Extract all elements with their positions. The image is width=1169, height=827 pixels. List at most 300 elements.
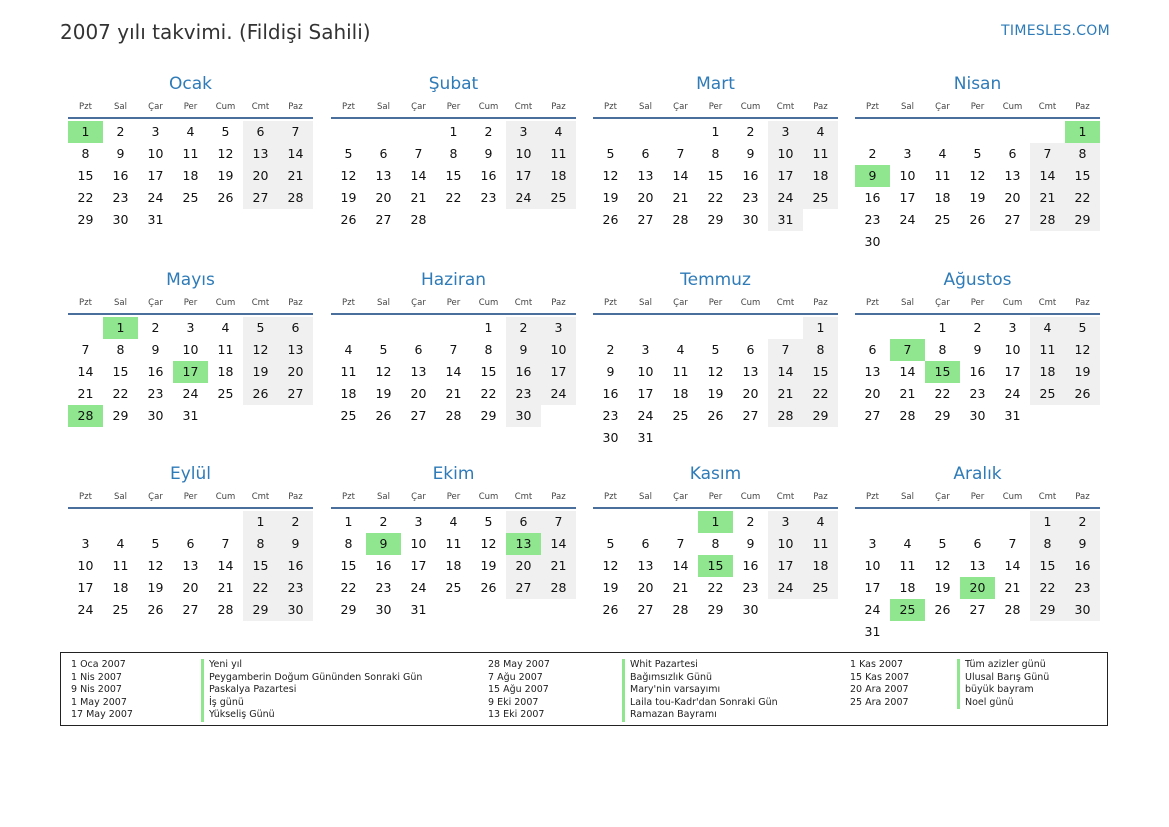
month-name: Haziran: [420, 270, 487, 290]
day-cell: 9: [278, 533, 313, 555]
weekday-header: [593, 296, 838, 310]
day-cell: 24: [1004, 386, 1021, 401]
day-cell: 4: [449, 514, 458, 529]
day-cell: 6: [641, 536, 650, 551]
day-cell: 7: [449, 342, 458, 357]
day-cell: 10: [182, 342, 199, 357]
weekday-header: [68, 296, 313, 310]
day-cell: 31: [410, 602, 427, 617]
day-cell: 5: [243, 317, 278, 339]
weekday-label: Paz: [288, 102, 303, 112]
weekday-label: Çar: [935, 492, 950, 502]
day-cell: 9: [973, 342, 982, 357]
day-cell: 13: [182, 558, 199, 573]
day-cell: 13: [243, 143, 278, 165]
weekday-label: Paz: [288, 298, 303, 308]
day-cell: 26: [707, 408, 724, 423]
weekday-label: Cmt: [1038, 102, 1057, 112]
day-cell: 13: [410, 364, 427, 379]
day-cell: 21: [672, 190, 689, 205]
day-cell: 22: [445, 190, 462, 205]
weekday-label: Çar: [148, 298, 163, 308]
day-cell: 2: [606, 342, 615, 357]
day-cell: 7: [81, 342, 90, 357]
empty-cell: [890, 511, 925, 533]
legend-date: 9 Nis 2007: [71, 684, 122, 696]
day-cell: 14: [672, 168, 689, 183]
day-grid: [68, 121, 313, 231]
day-cell: 10: [899, 168, 916, 183]
day-cell: 15: [1065, 165, 1100, 187]
day-cell: 6: [746, 342, 755, 357]
day-cell: 30: [112, 212, 129, 227]
day-cell: 23: [969, 386, 986, 401]
day-cell: 2: [506, 317, 541, 339]
weekday-label: Per: [708, 298, 723, 308]
day-cell: 30: [602, 430, 619, 445]
day-cell: 11: [803, 143, 838, 165]
day-cell: 11: [934, 168, 951, 183]
day-cell: 17: [768, 165, 803, 187]
day-cell: 9: [606, 364, 615, 379]
empty-cell: [173, 511, 208, 533]
weekday-label: Paz: [813, 102, 828, 112]
month-name: Temmuz: [680, 270, 751, 290]
day-cell: 11: [182, 146, 199, 161]
weekday-label: Pzt: [79, 102, 92, 112]
day-cell: 13: [864, 364, 881, 379]
empty-cell: [366, 317, 401, 339]
day-cell: 16: [602, 386, 619, 401]
day-cell: 4: [938, 146, 947, 161]
day-cell: 7: [1030, 143, 1065, 165]
day-cell: 27: [243, 187, 278, 209]
day-cell: 26: [340, 212, 357, 227]
day-cell: 23: [506, 383, 541, 405]
empty-cell: [68, 511, 103, 533]
legend-date: 25 Ara 2007: [850, 696, 909, 708]
day-cell: 12: [602, 168, 619, 183]
header-divider: [331, 507, 576, 509]
day-cell: 24: [899, 212, 916, 227]
day-cell: 4: [116, 536, 125, 551]
day-cell: 15: [243, 555, 278, 577]
day-cell: 19: [602, 190, 619, 205]
day-cell: 27: [637, 602, 654, 617]
day-cell: 29: [707, 602, 724, 617]
day-cell: 14: [77, 364, 94, 379]
day-cell: 23: [112, 190, 129, 205]
month-name: Şubat: [428, 74, 479, 94]
day-cell: 24: [864, 602, 881, 617]
empty-cell: [663, 121, 698, 143]
day-cell: 17: [768, 555, 803, 577]
day-cell: 17: [506, 165, 541, 187]
weekday-header: [855, 100, 1100, 114]
weekday-label: Per: [708, 492, 723, 502]
day-cell: 5: [973, 146, 982, 161]
empty-cell: [663, 511, 698, 533]
month-block: [855, 269, 1100, 427]
day-cell: 5: [938, 536, 947, 551]
empty-cell: [593, 317, 628, 339]
day-cell: 24: [541, 383, 576, 405]
legend-date: 1 May 2007: [71, 696, 127, 708]
day-cell: 6: [506, 511, 541, 533]
day-cell: 28: [445, 408, 462, 423]
day-cell: 5: [1065, 317, 1100, 339]
day-cell: 1: [711, 124, 720, 139]
day-cell: 24: [637, 408, 654, 423]
day-grid: [593, 317, 838, 449]
empty-cell: [628, 317, 663, 339]
weekday-label: Çar: [935, 298, 950, 308]
day-cell: 22: [707, 190, 724, 205]
day-cell: 28: [217, 602, 234, 617]
weekday-label: Cum: [215, 102, 236, 112]
empty-cell: [436, 317, 471, 339]
day-cell: 23: [742, 580, 759, 595]
weekday-label: Per: [970, 492, 985, 502]
day-cell: 27: [637, 212, 654, 227]
weekday-label: Per: [183, 102, 198, 112]
day-cell: 1: [938, 320, 947, 335]
legend-holiday-name: Yeni yıl: [201, 659, 422, 672]
empty-cell: [628, 511, 663, 533]
header-divider: [68, 507, 313, 509]
holiday-day-cell: 13: [506, 533, 541, 555]
month-block: [855, 73, 1100, 253]
day-cell: 31: [637, 430, 654, 445]
day-cell: 16: [742, 168, 759, 183]
empty-cell: [698, 317, 733, 339]
day-cell: 25: [112, 602, 129, 617]
day-cell: 12: [147, 558, 164, 573]
holiday-day-cell: 9: [855, 165, 890, 187]
day-cell: 26: [480, 580, 497, 595]
weekday-label: Sal: [639, 298, 652, 308]
day-cell: 12: [375, 364, 392, 379]
day-cell: 2: [746, 124, 755, 139]
day-cell: 14: [410, 168, 427, 183]
day-cell: 27: [1004, 212, 1021, 227]
day-cell: 8: [243, 533, 278, 555]
day-cell: 22: [340, 580, 357, 595]
day-cell: 29: [1030, 599, 1065, 621]
legend-dates-col-1: [71, 659, 133, 722]
day-cell: 6: [186, 536, 195, 551]
day-cell: 9: [151, 342, 160, 357]
weekday-label: Sal: [901, 102, 914, 112]
day-cell: 24: [147, 190, 164, 205]
weekday-label: Cmt: [251, 298, 270, 308]
weekday-label: Per: [446, 492, 461, 502]
day-cell: 30: [506, 405, 541, 427]
legend-date: 28 May 2007: [488, 659, 550, 670]
day-cell: 29: [1065, 209, 1100, 231]
empty-cell: [925, 121, 960, 143]
site-link[interactable]: TIMESLES.COM: [1001, 23, 1110, 39]
weekday-label: Cmt: [514, 298, 533, 308]
empty-cell: [995, 511, 1030, 533]
day-cell: 31: [182, 408, 199, 423]
legend-date: 17 May 2007: [71, 709, 133, 721]
day-cell: 19: [340, 190, 357, 205]
day-cell: 20: [243, 165, 278, 187]
day-cell: 14: [1004, 558, 1021, 573]
empty-cell: [208, 511, 243, 533]
day-cell: 20: [506, 555, 541, 577]
day-cell: 2: [746, 514, 755, 529]
weekday-label: Cmt: [776, 102, 795, 112]
day-cell: 28: [768, 405, 803, 427]
weekday-label: Cmt: [776, 492, 795, 502]
month-name: Ağustos: [943, 270, 1012, 290]
legend-names-col-2: [622, 659, 778, 722]
day-grid: [855, 317, 1100, 427]
day-cell: 12: [480, 536, 497, 551]
day-cell: 26: [602, 602, 619, 617]
day-cell: 28: [672, 212, 689, 227]
weekday-label: Çar: [148, 102, 163, 112]
day-cell: 1: [484, 320, 493, 335]
day-cell: 7: [768, 339, 803, 361]
header-divider: [593, 313, 838, 315]
empty-cell: [890, 121, 925, 143]
day-cell: 24: [77, 602, 94, 617]
day-cell: 25: [445, 580, 462, 595]
weekday-label: Per: [970, 298, 985, 308]
month-block: [331, 463, 576, 621]
day-cell: 25: [934, 212, 951, 227]
weekday-label: Cmt: [1038, 298, 1057, 308]
day-cell: 14: [445, 364, 462, 379]
day-cell: 6: [278, 317, 313, 339]
day-cell: 13: [375, 168, 392, 183]
legend-holiday-name: Bağımsızlık Günü: [622, 672, 778, 685]
day-cell: 25: [803, 187, 838, 209]
day-cell: 30: [375, 602, 392, 617]
empty-cell: [593, 511, 628, 533]
empty-cell: [960, 511, 995, 533]
month-block: [68, 73, 313, 231]
day-cell: 4: [1030, 317, 1065, 339]
legend-holiday-name: büyük bayram: [957, 684, 1049, 697]
day-cell: 4: [186, 124, 195, 139]
weekday-label: Sal: [901, 298, 914, 308]
day-cell: 31: [864, 624, 881, 639]
day-cell: 8: [1065, 143, 1100, 165]
day-cell: 16: [147, 364, 164, 379]
day-cell: 16: [969, 364, 986, 379]
day-cell: 17: [1004, 364, 1021, 379]
day-cell: 6: [641, 146, 650, 161]
day-grid: [855, 511, 1100, 643]
day-cell: 20: [864, 386, 881, 401]
holiday-day-cell: 15: [925, 361, 960, 383]
day-cell: 4: [803, 121, 838, 143]
day-cell: 18: [803, 165, 838, 187]
day-cell: 18: [1030, 361, 1065, 383]
weekday-label: Cum: [1002, 102, 1023, 112]
day-cell: 20: [410, 386, 427, 401]
day-cell: 21: [278, 165, 313, 187]
weekday-header: [593, 490, 838, 504]
day-cell: 5: [221, 124, 230, 139]
header-divider: [68, 313, 313, 315]
day-cell: 5: [379, 342, 388, 357]
day-cell: 9: [1065, 533, 1100, 555]
day-cell: 9: [746, 146, 755, 161]
weekday-label: Cum: [215, 298, 236, 308]
day-cell: 13: [637, 558, 654, 573]
day-cell: 29: [707, 212, 724, 227]
day-grid: [593, 511, 838, 621]
weekday-label: Pzt: [342, 492, 355, 502]
empty-cell: [663, 317, 698, 339]
weekday-label: Per: [183, 492, 198, 502]
legend-holiday-name: Paskalya Pazartesi: [201, 684, 422, 697]
day-cell: 3: [868, 536, 877, 551]
empty-cell: [401, 317, 436, 339]
day-cell: 31: [147, 212, 164, 227]
day-cell: 17: [637, 386, 654, 401]
weekday-label: Cum: [478, 492, 499, 502]
holiday-day-cell: 20: [960, 577, 995, 599]
day-cell: 2: [278, 511, 313, 533]
empty-cell: [855, 317, 890, 339]
day-cell: 2: [868, 146, 877, 161]
day-cell: 3: [641, 342, 650, 357]
day-cell: 8: [116, 342, 125, 357]
legend-date: 13 Eki 2007: [488, 709, 545, 721]
day-cell: 24: [410, 580, 427, 595]
header-divider: [855, 117, 1100, 119]
day-cell: 16: [480, 168, 497, 183]
day-cell: 11: [445, 536, 462, 551]
day-cell: 20: [182, 580, 199, 595]
weekday-label: Çar: [673, 298, 688, 308]
day-cell: 16: [278, 555, 313, 577]
day-cell: 16: [1065, 555, 1100, 577]
weekday-label: Çar: [411, 298, 426, 308]
day-cell: 29: [340, 602, 357, 617]
day-cell: 13: [637, 168, 654, 183]
day-cell: 30: [742, 602, 759, 617]
month-block: [331, 73, 576, 231]
day-cell: 26: [602, 212, 619, 227]
legend-holiday-name: Peygamberin Doğum Gününden Sonraki Gün: [201, 672, 422, 685]
day-cell: 17: [899, 190, 916, 205]
day-cell: 26: [217, 190, 234, 205]
holiday-day-cell: 1: [68, 121, 103, 143]
day-cell: 10: [410, 536, 427, 551]
holiday-day-cell: 17: [173, 361, 208, 383]
day-cell: 19: [147, 580, 164, 595]
header-divider: [855, 507, 1100, 509]
empty-cell: [855, 121, 890, 143]
header-divider: [68, 117, 313, 119]
weekday-label: Pzt: [79, 298, 92, 308]
day-cell: 12: [707, 364, 724, 379]
day-cell: 28: [278, 187, 313, 209]
day-cell: 10: [506, 143, 541, 165]
holiday-day-cell: 1: [698, 511, 733, 533]
day-cell: 22: [77, 190, 94, 205]
weekday-label: Paz: [813, 298, 828, 308]
month-block: [593, 269, 838, 449]
day-cell: 20: [637, 190, 654, 205]
day-cell: 11: [899, 558, 916, 573]
weekday-header: [855, 490, 1100, 504]
day-cell: 3: [414, 514, 423, 529]
day-cell: 4: [903, 536, 912, 551]
day-cell: 29: [803, 405, 838, 427]
weekday-label: Paz: [813, 492, 828, 502]
day-cell: 18: [112, 580, 129, 595]
month-name: Aralık: [953, 464, 1002, 484]
day-cell: 29: [112, 408, 129, 423]
day-cell: 26: [147, 602, 164, 617]
day-cell: 25: [182, 190, 199, 205]
empty-cell: [331, 317, 366, 339]
day-cell: 10: [147, 146, 164, 161]
day-cell: 18: [445, 558, 462, 573]
day-cell: 27: [506, 577, 541, 599]
day-cell: 18: [340, 386, 357, 401]
day-cell: 12: [934, 558, 951, 573]
day-cell: 27: [969, 602, 986, 617]
day-cell: 16: [864, 190, 881, 205]
weekday-label: Çar: [673, 102, 688, 112]
day-cell: 25: [217, 386, 234, 401]
day-cell: 31: [768, 209, 803, 231]
day-cell: 22: [112, 386, 129, 401]
day-cell: 13: [1004, 168, 1021, 183]
day-cell: 2: [1065, 511, 1100, 533]
day-cell: 12: [340, 168, 357, 183]
day-cell: 6: [868, 342, 877, 357]
day-cell: 20: [742, 386, 759, 401]
holiday-day-cell: 25: [890, 599, 925, 621]
day-cell: 30: [864, 234, 881, 249]
day-cell: 23: [375, 580, 392, 595]
holiday-day-cell: 7: [890, 339, 925, 361]
month-name: Nisan: [953, 74, 1002, 94]
empty-cell: [960, 121, 995, 143]
weekday-header: [855, 296, 1100, 310]
day-cell: 16: [742, 558, 759, 573]
day-cell: 22: [707, 580, 724, 595]
day-cell: 21: [77, 386, 94, 401]
empty-cell: [925, 511, 960, 533]
day-cell: 19: [602, 580, 619, 595]
day-cell: 27: [864, 408, 881, 423]
weekday-label: Paz: [551, 492, 566, 502]
day-cell: 12: [1065, 339, 1100, 361]
legend-date: 1 Nis 2007: [71, 671, 122, 683]
day-cell: 23: [480, 190, 497, 205]
day-cell: 21: [672, 580, 689, 595]
day-cell: 25: [340, 408, 357, 423]
day-cell: 8: [711, 536, 720, 551]
weekday-label: Cum: [740, 298, 761, 308]
day-cell: 14: [1030, 165, 1065, 187]
empty-cell: [855, 511, 890, 533]
weekday-label: Sal: [901, 492, 914, 502]
day-cell: 20: [278, 361, 313, 383]
weekday-label: Pzt: [79, 492, 92, 502]
